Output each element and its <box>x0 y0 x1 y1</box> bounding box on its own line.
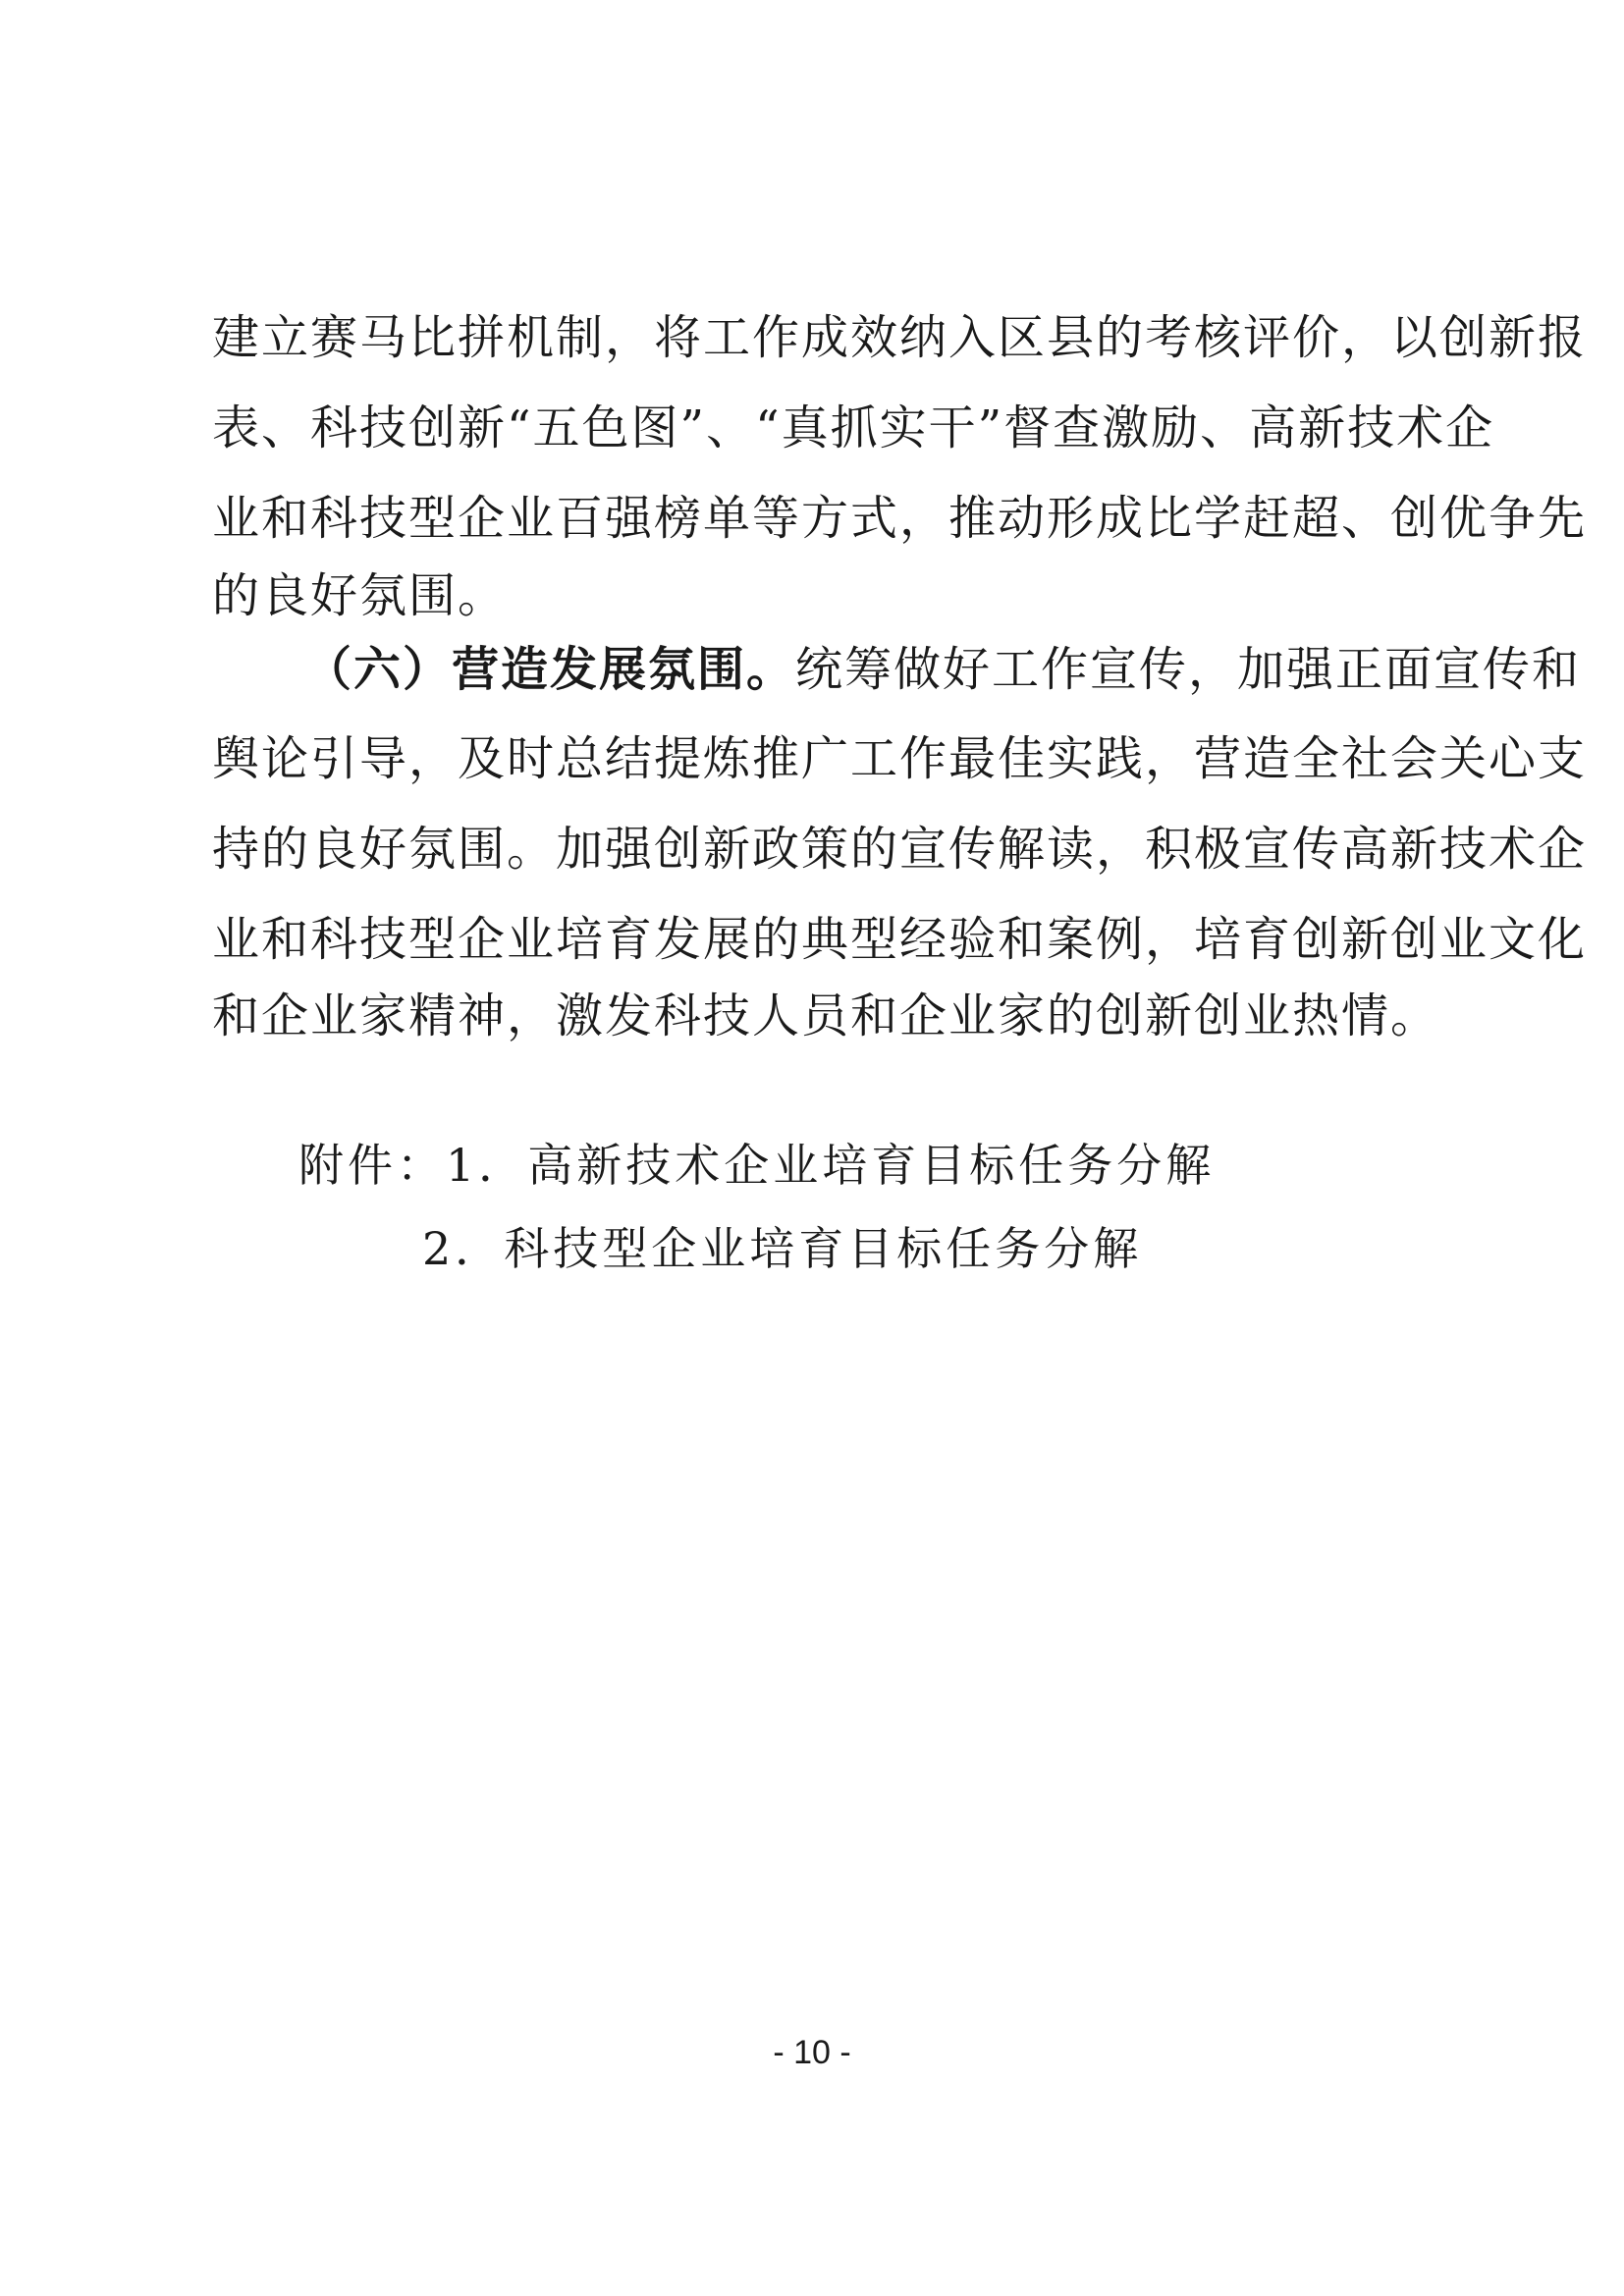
paragraph-line: 业和科技型企业培育发展的典型经验和案例，培育创新创业文化 <box>212 912 1588 967</box>
attachment-item-2: 2．科技型企业培育目标任务分解 <box>422 1222 1143 1275</box>
paragraph-line: 业和科技型企业百强榜单等方式，推动形成比学赶超、创优争先 <box>212 491 1588 546</box>
paragraph-line: 建立赛马比拼机制，将工作成效纳入区县的考核评价，以创新报 <box>212 310 1588 365</box>
section-heading: （六）营造发展氛围。 <box>304 642 796 697</box>
paragraph-line: 表、科技创新“五色图”、“真抓实干”督查激励、高新技术企 <box>212 400 1495 455</box>
page-number: - 10 - <box>773 2034 851 2071</box>
paragraph-line: 舆论引导，及时总结提炼推广工作最佳实践，营造全社会关心支 <box>212 731 1588 786</box>
attachment-title: 1．高新技术企业培育目标任务分解 <box>446 1139 1216 1192</box>
paragraph-line: 和企业家精神，激发科技人员和企业家的创新创业热情。 <box>212 988 1440 1043</box>
paragraph-line: 持的良好氛围。加强创新政策的宣传解读，积极宣传高新技术企 <box>212 822 1588 877</box>
section-heading-line <box>304 638 1581 701</box>
attachment-label: 附件： <box>298 1139 446 1192</box>
paragraph-text: 统筹做好工作宣传，加强正面宣传和 <box>795 642 1582 697</box>
paragraph-line: 的良好氛围。 <box>212 568 508 623</box>
attachment-item-1 <box>298 1134 1215 1197</box>
